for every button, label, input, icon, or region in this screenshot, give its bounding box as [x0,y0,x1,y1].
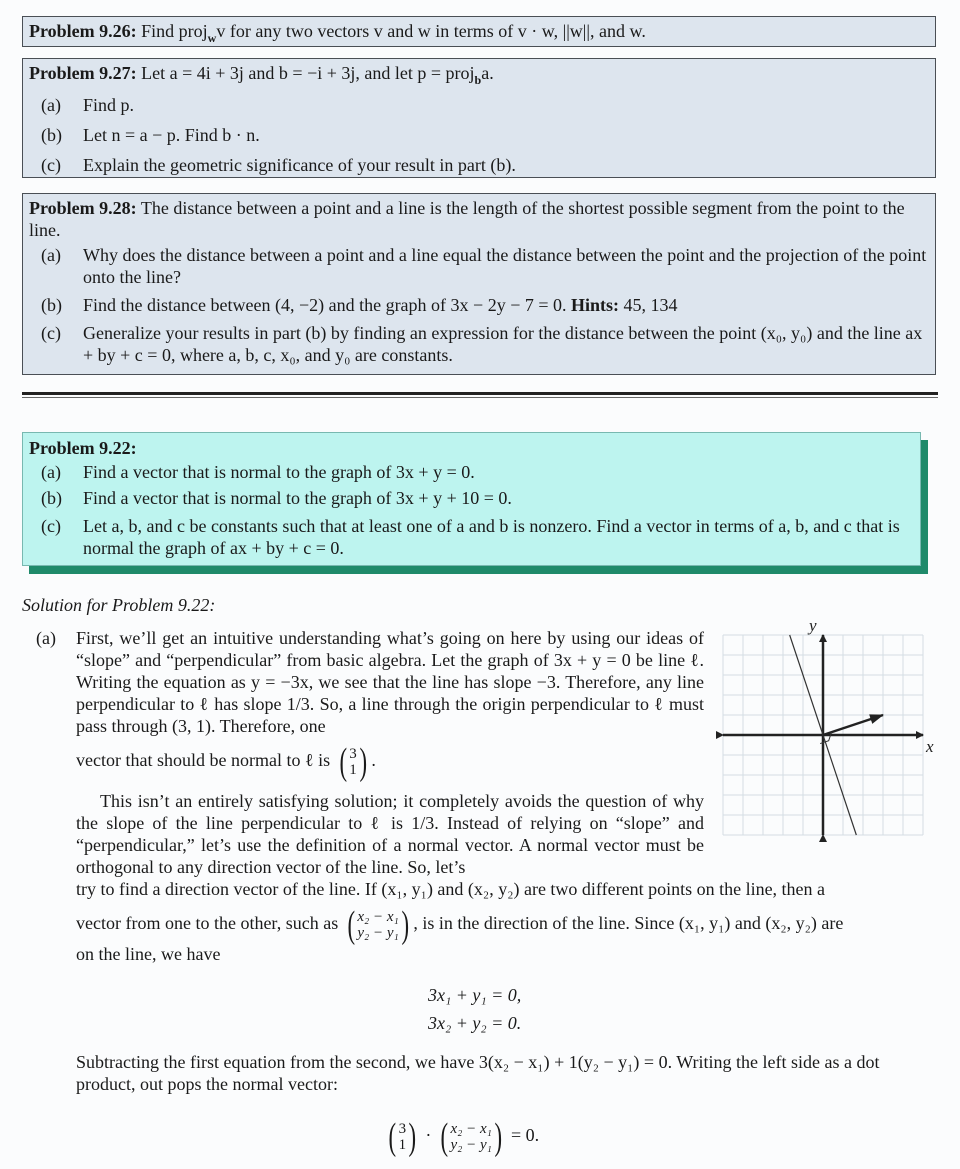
problem-part [29,94,929,116]
dot-product-equation [384,1118,539,1156]
part-label: (c) [41,516,61,536]
part-label: (c) [41,323,61,343]
normal-vector [337,743,370,781]
part-label: (a) [41,245,61,265]
vector-entry: x₂ − x₁ [357,909,399,925]
part-text: Let n = a − p. Find b · n. [83,125,260,145]
solution-text: , is in the direction of the line. Since (x₁, y₁) and (x₂, y₂) are [413,913,844,934]
problem-part [29,461,914,483]
part-label: (b) [41,295,62,315]
part-label: (a) [41,95,61,115]
part-label: (b) [41,488,62,508]
vector-column [349,746,357,778]
solution-paragraph: Subtracting the first equation from the second, we have 3(x₂ − x₁) + 1(y₂ − y₁) = 0. Writing the left side as a dot product, out pops the normal vector: [76,1052,880,1094]
right-paren: ) [359,741,367,783]
left-paren: ( [388,1116,397,1158]
part-text: Let a, b, and c be constants such that at least one of a and b is nonzero. Find a vector in terms of a, b, and c that is normal the graph of ax + by + c = 0. [83,516,900,558]
problem-part [29,487,914,509]
section-divider-thin [22,397,938,398]
vector-column [450,1121,491,1153]
solution-line: vector that should be normal to ℓ is ( 3 1 ) . [76,741,376,783]
vector-column [399,1121,407,1153]
vector-entry: y₂ − y₁ [450,1137,492,1153]
problem-heading: Problem 9.27: [29,63,137,83]
coordinate-graph [715,620,945,845]
equation-tail: = 0. [511,1125,540,1146]
solution-part-a [76,627,704,781]
right-paren: ) [408,1116,417,1158]
vector-entry: 1 [349,762,357,778]
direction-vector [345,906,412,944]
direction-vector [438,1118,505,1156]
problem-part [29,294,929,316]
hints-label: Hints: [571,295,620,315]
problem-9-27-box [22,58,936,178]
subscript: b [474,73,482,87]
problem-heading: Problem 9.26: [29,21,137,41]
left-paren: ( [339,741,347,783]
vector-entry: 3 [398,1121,407,1137]
left-paren: ( [347,904,355,946]
problem-9-22-box [22,432,921,566]
solution-paragraph: on the line, we have [76,944,221,964]
dot-operator: · [425,1125,432,1146]
right-paren: ) [494,1116,502,1158]
part-text: Find a vector that is normal to the graph of 3x + y = 0. [83,462,475,482]
right-paren: ) [401,904,409,946]
hints-text[interactable]: 45, 134 [619,295,678,315]
problem-text: Find proj [136,21,208,41]
subscript: w [207,31,217,45]
problem-part [29,124,929,146]
problem-part [29,154,929,176]
vector-entry: x₂ − x₁ [450,1121,492,1137]
equation: 3x₁ + y₁ = 0, [428,985,522,1005]
part-text: Find p. [83,95,135,115]
left-paren: ( [440,1116,448,1158]
solution-text: First, we’ll get an intuitive understanding what’s going on here by using our ideas of “slope” and “perpendicular” from basic algebra. Let the graph of 3x + y = 0 be line ℓ. Writing the equation as y = −3x, we see that the line has slope −3. Therefore, any line perpendicular to ℓ has slope 1/3. So, a line through the origin perpendicular to ℓ must pass through (3, 1). Therefore, one [76,628,704,736]
y-axis-label: y [809,620,817,635]
part-text: Find the distance between (4, −2) and the graph of 3x − 2y − 7 = 0. [83,295,567,315]
problem-heading: Problem 9.22: [29,438,137,458]
problem-text: The distance between a point and a line is the length of the shortest possible segment from the point to the line. [29,198,905,240]
problem-text: v for any two vectors v and w in terms of v · w, ||w||, and w. [216,21,646,41]
section-divider [22,392,938,395]
problem-part [29,244,929,288]
part-text: Generalize your results in part (b) by finding an expression for the distance between the point (x₀, y₀) and the line ax + by + c = 0, where a, b, c, x₀, and y₀ are constants. [83,323,923,365]
problem-heading: Problem 9.28: [29,198,137,218]
vector-entry: 1 [398,1137,407,1153]
part-text: Explain the geometric significance of your result in part (b). [83,155,516,175]
normal-vector [386,1118,419,1156]
solution-paragraph: try to find a direction vector of the line. If (x₁, y₁) and (x₂, y₂) are two different points on the line, then a [76,879,826,899]
solution-part-label: (a) [36,628,56,648]
part-text: Why does the distance between a point and a line equal the distance between the point and the projection of the point onto the line? [83,245,927,287]
solution-line [76,906,938,944]
solution-paragraph: This isn’t an entirely satisfying solution; it completely avoids the question of why the slope of the line perpendicular to ℓ is 1/3. Instead of relying on “slope” and “perpendicular,” let’s use the definition of a normal vector. A normal vector must be orthogonal to any direction vector of the line. So, let’s [76,791,704,877]
problem-9-28-box [22,193,936,375]
vector-entry: 3 [349,746,357,762]
vector-column [357,909,398,941]
solution-title: Solution for Problem 9.22: [22,595,216,615]
problem-9-26-box [22,16,936,47]
part-label: (b) [41,125,62,145]
equation: 3x₂ + y₂ = 0. [428,1013,522,1033]
normal-vector-arrow [823,715,883,735]
vector-entry: y₂ − y₁ [357,925,399,941]
solution-text: vector that should be normal to ℓ is [76,750,331,771]
x-axis-label: x [926,737,934,756]
part-text: Find a vector that is normal to the graph of 3x + y + 10 = 0. [83,488,512,508]
problem-text: a. [481,63,494,83]
part-label: (c) [41,155,61,175]
part-label: (a) [41,462,61,482]
problem-part [29,322,929,366]
solution-text: vector from one to the other, such as [76,913,339,934]
problem-text: Let a = 4i + 3j and b = −i + 3j, and let p = proj [136,63,475,83]
problem-part [29,515,914,559]
